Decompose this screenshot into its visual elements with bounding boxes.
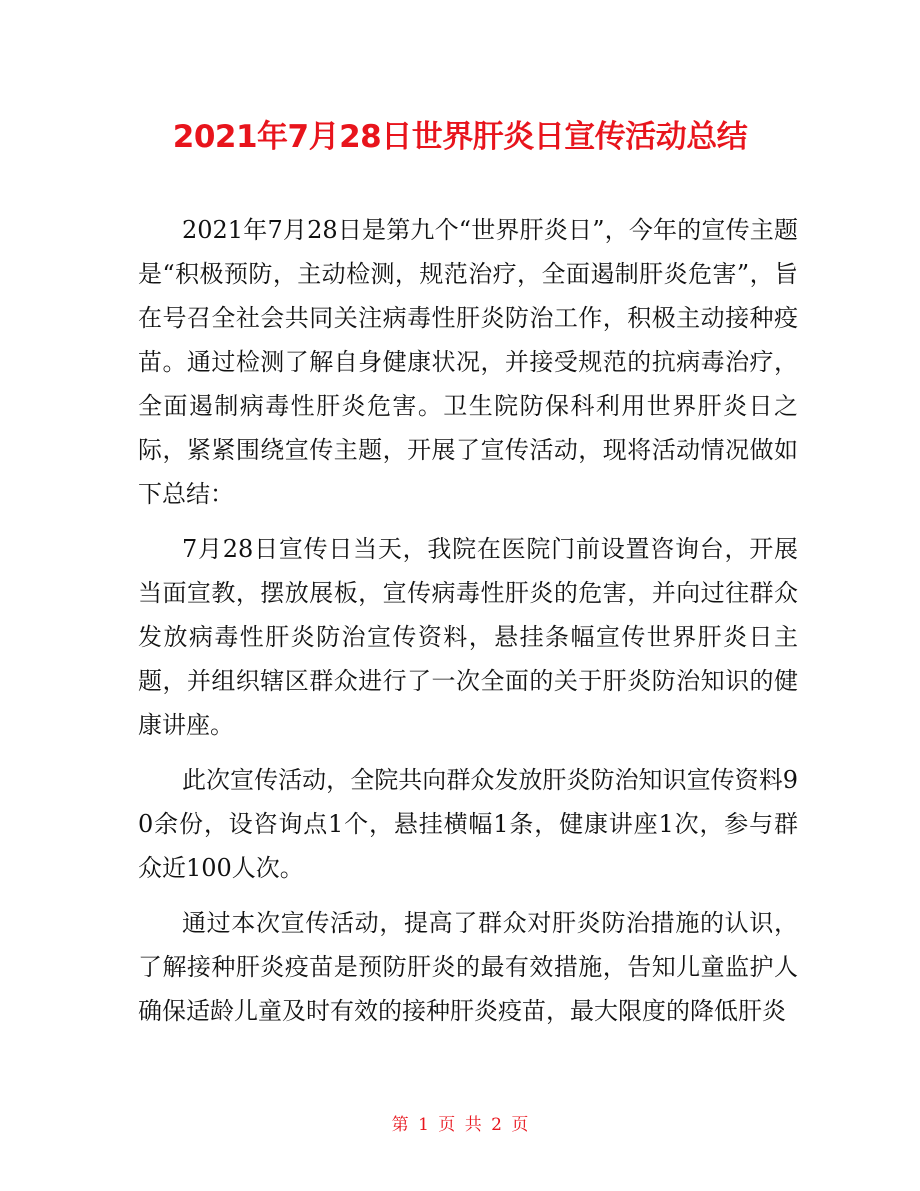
page-number-footer: 第 1 页 共 2 页 — [391, 1115, 529, 1135]
paragraph-event-day: 7月28日宣传日当天，我院在医院门前设置咨询台，开展当面宣教，摆放展板，宣传病毒性肝炎的危害，并向过往群众发放病毒性肝炎防治宣传资料，悬挂条幅宣传世界肝炎日主题，并组织辖区群众进行了一次全面的关于肝炎防治知识的健康讲座。 — [138, 535, 798, 739]
paragraph-outcome: 通过本次宣传活动，提高了群众对肝炎防治措施的认识，了解接种肝炎疫苗是预防肝炎的最有效措施，告知儿童监护人确保适龄儿童及时有效的接种肝炎疫苗，最大限度的降低肝炎 — [138, 909, 798, 1025]
document-title: 2021年7月28日世界肝炎日宣传活动总结 — [172, 119, 748, 155]
paragraph-statistics: 此次宣传活动，全院共向群众发放肝炎防治知识宣传资料90余份，设咨询点1个，悬挂横幅1条，健康讲座1次，参与群众近100人次。 — [138, 766, 798, 882]
document-body — [138, 208, 798, 1044]
paragraph-intro: 2021年7月28日是第九个“世界肝炎日”，今年的宣传主题是“积极预防，主动检测，规范治疗，全面遏制肝炎危害”，旨在号召全社会共同关注病毒性肝炎防治工作，积极主动接种疫苗。通过检测了解自身健康状况，并接受规范的抗病毒治疗，全面遏制病毒性肝炎危害。卫生院防保科利用世界肝炎日之际，紧紧围绕宣传主题，开展了宣传活动，现将活动情况做如下总结： — [138, 216, 798, 508]
